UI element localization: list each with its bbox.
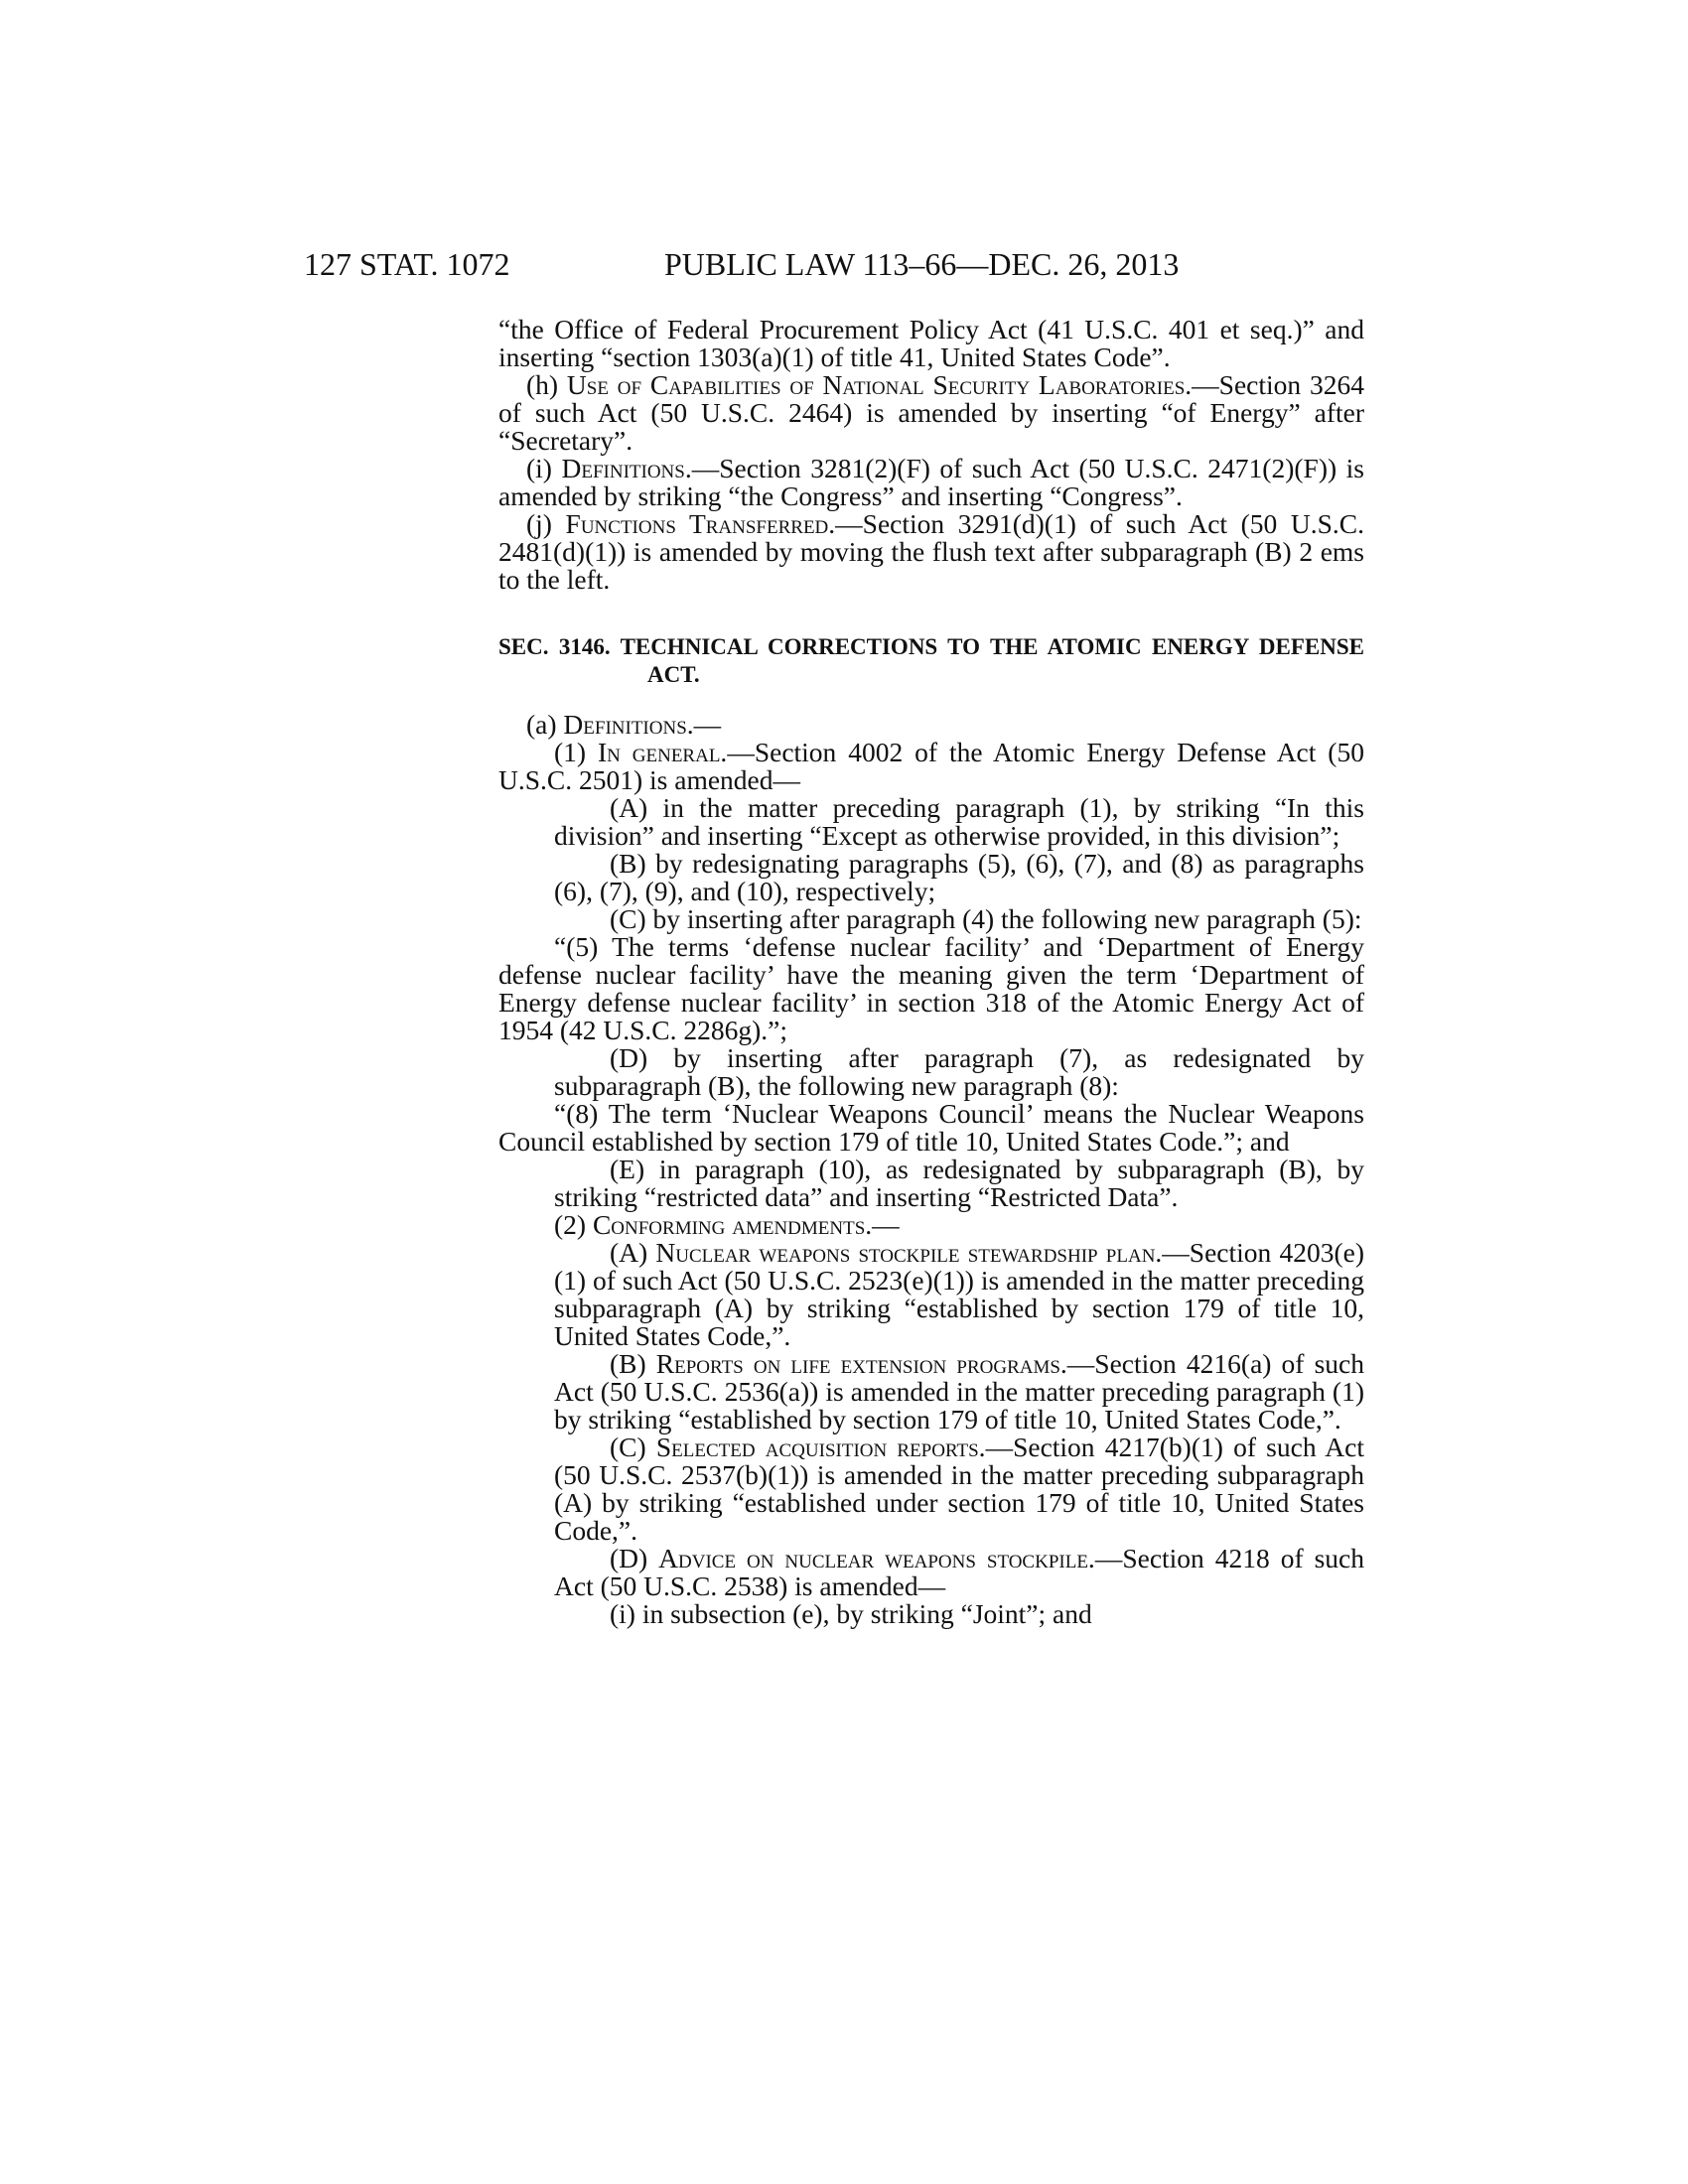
public-law-title: PUBLIC LAW 113–66—DEC. 26, 2013 [664,246,1180,282]
paragraph-label: (1) [554,737,598,767]
subparagraph-a1A: (A) in the matter preceding paragraph (1), by striking “In this division” and inserting “Except as otherwise provided, in this division”; [554,792,1364,851]
subparagraph-heading: Selected acquisition reports. [655,1432,986,1462]
paragraph-text: “the Office of Federal Procurement Policy Act (41 U.S.C. 401 et seq.)” and inserting “section 1303(a)(1) of title 41, United States Code”. [498,314,1364,372]
quoted-paragraph-8: “(8) The term ‘Nuclear Weapons Council’ means the Nuclear Weapons Council established by section 179 of title 10, United States Code.”; and [498,1098,1364,1157]
subsection-text: — [693,709,722,740]
subsection-h [498,371,1364,455]
subsection-label: (i) [526,453,562,483]
subparagraph-label: (B) [610,1348,656,1379]
subparagraph-heading: Advice on nuclear weapons stockpile. [658,1543,1095,1573]
subparagraph-heading: Nuclear weapons stockpile stewardship plan. [655,1237,1163,1268]
subsection-i [498,455,1364,510]
subsection-text: —Section 3281(2)(F) of such Act (50 U.S.C. 2471(2)(F)) is amended by striking “the Congress” and inserting “Congress”. [498,453,1364,511]
paragraph-heading: In general. [597,737,728,767]
subsection-heading: Definitions. [561,453,692,483]
subparagraph-a1E: (E) in paragraph (10), as redesignated by subparagraph (B), by striking “restricted data” and inserting “Restricted Data”. [554,1154,1364,1212]
subparagraph-heading: Reports on life extension programs. [655,1348,1067,1379]
subsection-j [498,510,1364,594]
subparagraph-a2B [498,1350,1364,1433]
paragraph-text: — [872,1209,900,1240]
paragraph-continuation [498,316,1364,371]
subparagraph-text: —Section 4203(e)(1) of such Act (50 U.S.C. 2523(e)(1)) is amended in the matter preceding subparagraph (A) by striking “established by section 179 of title 10, United States Code,”. [554,1237,1364,1351]
statute-page-number: 127 STAT. 1072 [304,246,510,282]
section-heading: SEC. 3146. TECHNICAL CORRECTIONS TO THE ATOMIC ENERGY DEFENSE ACT. [498,634,1364,687]
subsection-heading: Functions Transferred. [565,508,836,539]
subsection-text: —Section 3264 of such Act (50 U.S.C. 2464) is amended by inserting “of Energy” after “Secretary”. [498,369,1364,456]
subparagraph-a2D [498,1545,1364,1600]
document-body [498,316,1364,1628]
paragraph-heading: Conforming amendments. [592,1209,873,1240]
paragraph-a1 [498,739,1364,794]
subsection-text: —Section 3291(d)(1) of such Act (50 U.S.C. 2481(d)(1)) is amended by moving the flush text after subparagraph (B) 2 ems to the left. [498,508,1364,595]
subsection-heading: Definitions. [563,709,694,740]
paragraph-a2 [498,1211,1364,1239]
clause-a2Di: (i) in subsection (e), by striking “Joint”; and [610,1598,1092,1629]
quoted-paragraph-5: “(5) The terms ‘defense nuclear facility’ and ‘Department of Energy defense nuclear facility’ have the meaning given the term ‘Department of Energy defense nuclear facility’ in section 318 of the Atomic Energy Act of 1954 (42 U.S.C. 2286g).”; [498,931,1364,1045]
subparagraph-a2A [498,1239,1364,1350]
subparagraph-a2C [498,1433,1364,1545]
subparagraph-label: (D) [610,1543,659,1573]
subsection-a [498,711,1364,739]
subsection-heading: Use of Capabilities of National Security Laboratories. [566,369,1193,400]
subparagraph-a1C: (C) by inserting after paragraph (4) the following new paragraph (5): [610,903,1362,934]
subsection-label: (j) [526,508,566,539]
subparagraph-text: —Section 4218 of such Act (50 U.S.C. 2538) is amended— [554,1543,1364,1601]
subparagraph-text: —Section 4216(a) of such Act (50 U.S.C. 2536(a)) is amended in the matter preceding paragraph (1) by striking “established by section 179 of title 10, United States Code,”. [554,1348,1364,1434]
subparagraph-label: (A) [610,1237,656,1268]
paragraph-label: (2) [554,1209,593,1240]
paragraph-text: —Section 4002 of the Atomic Energy Defense Act (50 U.S.C. 2501) is amended— [498,737,1364,795]
page-header [304,244,1364,284]
subparagraph-a1D: (D) by inserting after paragraph (7), as redesignated by subparagraph (B), the following new paragraph (8): [554,1042,1364,1101]
subparagraph-text: —Section 4217(b)(1) of such Act (50 U.S.C. 2537(b)(1)) is amended in the matter preceding subparagraph (A) by striking “established under section 179 of title 10, United States Code,”. [554,1432,1364,1546]
subsection-label: (a) [526,709,564,740]
subparagraph-a1B: (B) by redesignating paragraphs (5), (6), (7), and (8) as paragraphs (6), (7), (9), and (10), respectively; [554,848,1364,906]
subsection-label: (h) [526,369,567,400]
subparagraph-label: (C) [610,1432,656,1462]
